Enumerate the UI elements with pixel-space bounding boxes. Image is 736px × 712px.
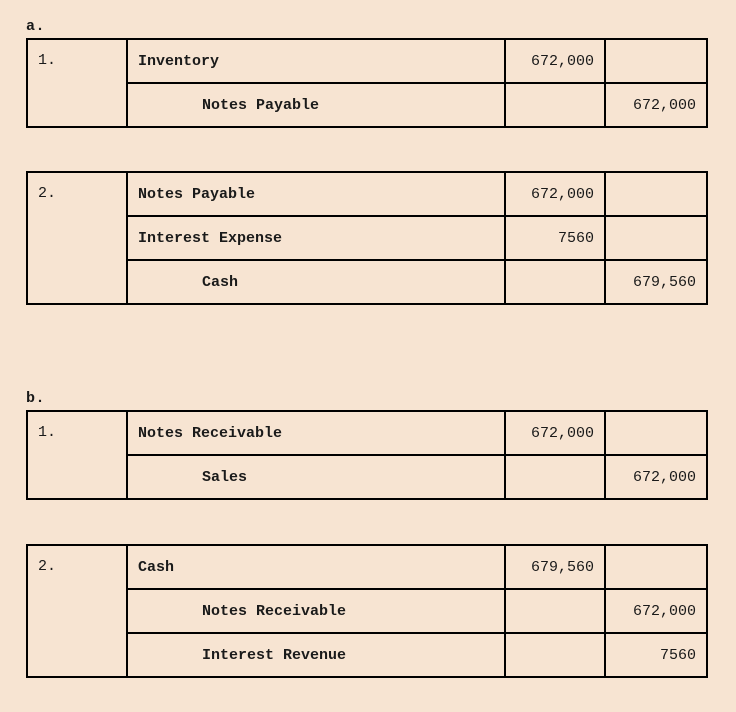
debit-amount (505, 633, 605, 677)
table-row (27, 411, 707, 455)
section-label-a: a. (26, 18, 46, 35)
table-row (27, 260, 707, 304)
debit-amount (505, 260, 605, 304)
debit-amount: 672,000 (505, 172, 605, 216)
table-row (27, 216, 707, 260)
debit-account: Inventory (127, 39, 505, 83)
credit-account: Notes Payable (127, 83, 505, 127)
debit-amount (505, 83, 605, 127)
debit-amount: 672,000 (505, 39, 605, 83)
entry-number: 1. (27, 39, 127, 127)
entry-number: 2. (27, 545, 127, 677)
table-row (27, 172, 707, 216)
entry-number: 1. (27, 411, 127, 499)
table-row (27, 455, 707, 499)
credit-account: Interest Revenue (127, 633, 505, 677)
table-row (27, 589, 707, 633)
credit-amount (605, 216, 707, 260)
credit-account: Cash (127, 260, 505, 304)
debit-account: Notes Payable (127, 172, 505, 216)
credit-account: Sales (127, 455, 505, 499)
table-row (27, 545, 707, 589)
debit-amount: 672,000 (505, 411, 605, 455)
debit-amount (505, 589, 605, 633)
credit-amount: 679,560 (605, 260, 707, 304)
debit-amount: 679,560 (505, 545, 605, 589)
credit-amount: 7560 (605, 633, 707, 677)
journal-entry-a2 (26, 171, 708, 305)
journal-entry-b1 (26, 410, 708, 500)
table-row (27, 633, 707, 677)
debit-account: Interest Expense (127, 216, 505, 260)
entry-number: 2. (27, 172, 127, 304)
credit-amount: 672,000 (605, 83, 707, 127)
debit-amount (505, 455, 605, 499)
table-row (27, 39, 707, 83)
debit-account: Cash (127, 545, 505, 589)
credit-amount (605, 39, 707, 83)
debit-amount: 7560 (505, 216, 605, 260)
credit-amount (605, 411, 707, 455)
credit-amount: 672,000 (605, 589, 707, 633)
credit-amount (605, 545, 707, 589)
credit-account: Notes Receivable (127, 589, 505, 633)
journal-entry-a1 (26, 38, 708, 128)
table-row (27, 83, 707, 127)
journal-entry-b2 (26, 544, 708, 678)
section-label-b: b. (26, 390, 46, 407)
credit-amount: 672,000 (605, 455, 707, 499)
debit-account: Notes Receivable (127, 411, 505, 455)
credit-amount (605, 172, 707, 216)
